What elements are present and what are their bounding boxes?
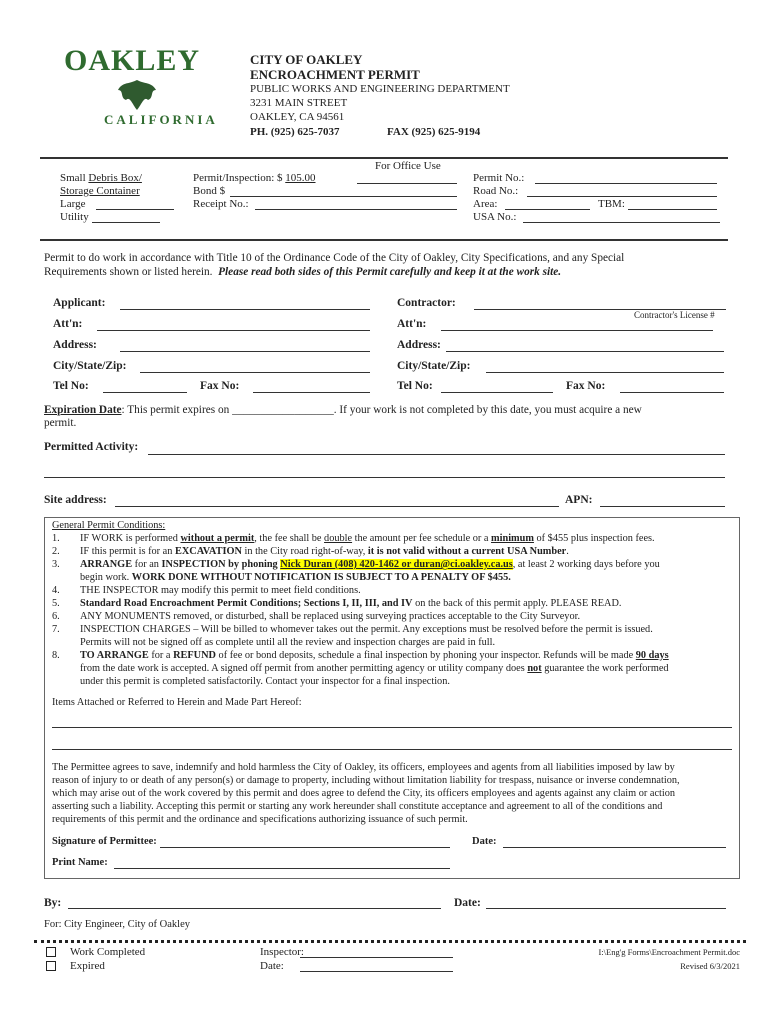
signature-field[interactable] — [160, 847, 450, 848]
permit-inspection-label: Permit/Inspection: $ — [193, 172, 283, 184]
csz-label: City/State/Zip: — [53, 360, 127, 372]
footer-date-field[interactable] — [300, 971, 453, 972]
large-label: Large — [60, 198, 86, 210]
csz-field[interactable] — [140, 372, 370, 373]
applicant-label: Applicant: — [53, 297, 106, 309]
by-date-field[interactable] — [486, 908, 726, 909]
expired-checkbox[interactable] — [46, 961, 56, 971]
header-dept: PUBLIC WORKS AND ENGINEERING DEPARTMENT — [250, 83, 510, 95]
contractor-fax-label: Fax No: — [566, 380, 606, 392]
by-field[interactable] — [68, 908, 441, 909]
by-label: By: — [44, 897, 62, 909]
contractor-address-field[interactable] — [446, 351, 724, 352]
tbm-label: TBM: — [598, 198, 625, 210]
condition-7: 7. INSPECTION CHARGES – Will be billed to whomever takes out the permit. Any exceptions must be resolved before the permit is issued. — [52, 624, 653, 635]
tel-label: Tel No: — [53, 380, 89, 392]
bond-label: Bond $ — [193, 185, 226, 197]
usa-no-label: USA No.: — [473, 211, 517, 223]
expiration-text-2: permit. — [44, 417, 77, 429]
utility-field[interactable] — [92, 222, 160, 223]
utility-label: Utility — [60, 211, 89, 223]
oak-leaf-icon — [112, 78, 162, 112]
work-completed-checkbox[interactable] — [46, 947, 56, 957]
agreement-line-4: asserting such a liability. Accepting this permit or starting any work hereunder shall constitute acceptance and agreement to all of the conditions and — [52, 801, 663, 812]
header-city: CITY OF OAKLEY — [250, 52, 363, 67]
large-field[interactable] — [96, 209, 174, 210]
header-fax: FAX (925) 625-9194 — [387, 126, 481, 138]
condition-8-cont: from the date work is accepted. A signed off permit from another permitting agency or utility company does not guarantee the work performed — [80, 663, 669, 674]
oakley-logo: OAKLEY — [64, 44, 201, 77]
permit-no-label: Permit No.: — [473, 172, 525, 184]
signature-date-field[interactable] — [503, 847, 726, 848]
items-attached-field-2[interactable] — [52, 749, 732, 750]
header-title: ENCROACHMENT PERMIT — [250, 67, 420, 82]
expiration-text: : This permit expires on __________________. If your work is not completed by this date, you must acquire a new — [121, 404, 642, 416]
contractor-csz-field[interactable] — [486, 372, 724, 373]
revised-date: Revised 6/3/2021 — [680, 961, 740, 971]
inspector-contact-link[interactable]: Nick Duran (408) 420-1462 or duran@ci.oakley.ca.us — [280, 559, 513, 570]
print-name-label: Print Name: — [52, 857, 108, 868]
expiration-label: Expiration Date — [44, 404, 122, 416]
contractor-address-label: Address: — [397, 339, 441, 351]
footer-date-label: Date: — [260, 960, 284, 972]
contractor-csz-label: City/State/Zip: — [397, 360, 471, 372]
applicant-field[interactable] — [120, 309, 370, 310]
signature-label: Signature of Permittee: — [52, 836, 157, 847]
contractor-attn-label: Att'n: — [397, 318, 427, 330]
condition-2: 2. IF this permit is for an EXCAVATION in the City road right-of-way, it is not valid without a current USA Number. — [52, 546, 569, 557]
cut-line-divider — [34, 940, 746, 943]
logo-california: CALIFORNIA — [104, 112, 218, 127]
work-completed-label: Work Completed — [70, 946, 146, 958]
receipt-field[interactable] — [255, 209, 457, 210]
intro-line-2: Requirements shown or listed herein. — [44, 266, 213, 278]
header-phone: PH. (925) 625-7037 — [250, 126, 340, 138]
office-use-title: For Office Use — [375, 160, 441, 172]
conditions-title: General Permit Conditions: — [52, 520, 166, 531]
permit-inspection-field[interactable] — [357, 183, 457, 184]
signature-date-label: Date: — [472, 836, 497, 847]
header-citystate: OAKLEY, CA 94561 — [250, 111, 345, 123]
contractor-license-label: Contractor's License # — [634, 310, 715, 320]
for-city-engineer: For: City Engineer, City of Oakley — [44, 919, 190, 930]
by-date-label: Date: — [454, 897, 481, 909]
debris-box-label: Debris Box/ — [88, 172, 142, 184]
condition-8-cont-2: under this permit is completed satisfactorily. Contact your inspector for a final inspection. — [80, 676, 450, 687]
site-address-label: Site address: — [44, 494, 107, 506]
apn-label: APN: — [565, 494, 593, 506]
condition-6: 6. ANY MONUMENTS removed, or disturbed, shall be replaced using surveying practices acceptable to the City Surveyor. — [52, 611, 581, 622]
inspector-label: Inspector: — [260, 946, 304, 958]
permitted-activity-field[interactable] — [148, 454, 725, 455]
permit-no-field[interactable] — [535, 183, 717, 184]
road-no-label: Road No.: — [473, 185, 519, 197]
condition-8: 8. TO ARRANGE for a REFUND of fee or bond deposits, schedule a final inspection by phoning your inspector. Refunds will be made 90 days — [52, 650, 669, 661]
fax-field[interactable] — [253, 392, 370, 393]
contractor-tel-label: Tel No: — [397, 380, 433, 392]
agreement-line-2: reason of injury to or death of any person(s) or damage to property, including without limitation liability for trespass, nuisance or inverse condemnation, — [52, 775, 680, 786]
storage-container-label: Storage Container — [60, 185, 140, 197]
items-attached-label: Items Attached or Referred to Herein and Made Part Hereof: — [52, 697, 302, 708]
inspector-field[interactable] — [300, 957, 453, 958]
tbm-field[interactable] — [628, 209, 717, 210]
permitted-activity-label: Permitted Activity: — [44, 441, 139, 453]
contractor-attn-field[interactable] — [441, 330, 713, 331]
area-label: Area: — [473, 198, 498, 210]
site-address-field[interactable] — [115, 506, 559, 507]
condition-4: 4. THE INSPECTOR may modify this permit to meet field conditions. — [52, 585, 361, 596]
contractor-tel-field[interactable] — [441, 392, 553, 393]
condition-1: 1. IF WORK is performed without a permit, the fee shall be double the amount per fee schedule or a minimum of $455 plus inspection fees. — [52, 533, 655, 544]
condition-7-cont: Permits will not be signed off as complete until all the review and inspection charges are paid in full. — [80, 637, 496, 648]
condition-5: 5. Standard Road Encroachment Permit Conditions; Sections I, II, III, and IV on the back of this permit apply. PLEASE READ. — [52, 598, 622, 609]
tel-field[interactable] — [103, 392, 187, 393]
intro-emphasis: Please read both sides of this Permit carefully and keep it at the work site. — [218, 266, 562, 278]
area-field[interactable] — [505, 209, 590, 210]
address-label: Address: — [53, 339, 97, 351]
apn-field[interactable] — [600, 506, 725, 507]
receipt-label: Receipt No.: — [193, 198, 249, 210]
agreement-line-5: requirements of this permit and the ordinance and specifications authorizing issuance of such permit. — [52, 814, 468, 825]
small-label: Small — [60, 172, 86, 184]
header-street: 3231 MAIN STREET — [250, 97, 348, 109]
contractor-fax-field[interactable] — [620, 392, 724, 393]
permit-inspection-value[interactable]: 105.00 — [285, 172, 316, 184]
agreement-line-3: which may arise out of the work covered by this permit and does agree to defend the City, its officers employees and agents against any claim or action — [52, 788, 676, 799]
usa-no-field[interactable] — [523, 222, 720, 223]
permitted-activity-field-2[interactable] — [44, 477, 725, 478]
print-name-field[interactable] — [114, 868, 450, 869]
fax-label: Fax No: — [200, 380, 240, 392]
contractor-label: Contractor: — [397, 297, 456, 309]
condition-3: 3. ARRANGE for an INSPECTION by phoning Nick Duran (408) 420-1462 or duran@ci.oakley.ca.us, at least 2 working days before you — [52, 559, 660, 570]
condition-3-cont: begin work. WORK DONE WITHOUT NOTIFICATION IS SUBJECT TO A PENALTY OF $455. — [80, 572, 511, 583]
bond-field[interactable] — [230, 196, 457, 197]
expired-label: Expired — [70, 960, 105, 972]
agreement-line-1: The Permittee agrees to save, indemnify and hold harmless the City of Oakley, its officers, employees and agents from all liabilities imposed by law by — [52, 762, 675, 773]
attn-label: Att'n: — [53, 318, 83, 330]
intro-line-1: Permit to do work in accordance with Title 10 of the Ordinance Code of the City of Oakley, City Specifications, and any Special — [44, 252, 625, 264]
attn-field[interactable] — [97, 330, 370, 331]
items-attached-field-1[interactable] — [52, 727, 732, 728]
address-field[interactable] — [120, 351, 370, 352]
road-no-field[interactable] — [527, 196, 717, 197]
file-path: I:\Eng'g Forms\Encroachment Permit.doc — [598, 947, 740, 957]
